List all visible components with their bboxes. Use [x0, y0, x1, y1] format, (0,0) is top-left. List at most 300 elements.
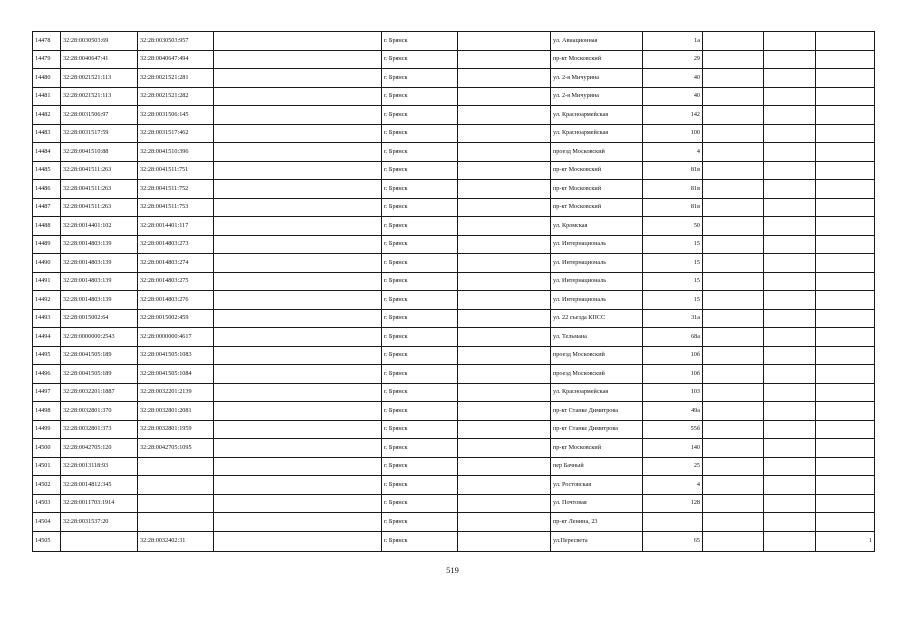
cell-cadastral-number: 32:28:0030503:957: [138, 32, 214, 51]
cell-extra: [816, 180, 875, 199]
cell-blank: [458, 106, 551, 125]
cell-blank: [214, 124, 382, 143]
cell-row-number: 14498: [33, 402, 61, 421]
cell-cadastral-quarter: 32:28:0042705:120: [61, 439, 138, 458]
cell-blank: [703, 439, 764, 458]
registry-table: [32, 31, 875, 552]
table-row: [33, 254, 875, 273]
cell-blank: [764, 50, 816, 69]
cell-blank: [458, 272, 551, 291]
cell-blank: [703, 50, 764, 69]
cell-blank: [764, 124, 816, 143]
cell-cadastral-number: 32:28:0041505:1084: [138, 365, 214, 384]
cell-city: г. Брянск: [382, 476, 458, 495]
table-row: [33, 180, 875, 199]
cell-blank: [703, 180, 764, 199]
cell-blank: [458, 531, 551, 551]
cell-blank: [458, 513, 551, 532]
cell-cadastral-quarter: 32:28:0041511:263: [61, 198, 138, 217]
cell-city: г. Брянск: [382, 365, 458, 384]
cell-extra: [816, 365, 875, 384]
cell-blank: [764, 513, 816, 532]
cell-blank: [458, 402, 551, 421]
table-row: [33, 235, 875, 254]
cell-street: пр-кт Ленина, 23: [551, 513, 643, 532]
table-row: [33, 420, 875, 439]
cell-blank: [703, 235, 764, 254]
cell-city: г. Брянск: [382, 106, 458, 125]
cell-city: г. Брянск: [382, 32, 458, 51]
cell-city: г. Брянск: [382, 161, 458, 180]
cell-street: ул. 22 съезда КПСС: [551, 309, 643, 328]
cell-cadastral-number: 32:28:0014803:276: [138, 291, 214, 310]
table-row: [33, 198, 875, 217]
cell-blank: [458, 124, 551, 143]
cell-extra: [816, 346, 875, 365]
cell-blank: [703, 272, 764, 291]
cell-extra: [816, 309, 875, 328]
cell-blank: [458, 328, 551, 347]
cell-cadastral-quarter: 32:28:0030503:69: [61, 32, 138, 51]
cell-blank: [458, 365, 551, 384]
cell-blank: [214, 198, 382, 217]
cell-blank: [214, 106, 382, 125]
cell-blank: [764, 291, 816, 310]
cell-house-number: 31а: [643, 309, 703, 328]
cell-street: проезд Московский: [551, 143, 643, 162]
cell-blank: [764, 309, 816, 328]
cell-blank: [214, 365, 382, 384]
cell-blank: [764, 531, 816, 551]
cell-house-number: 10б: [643, 346, 703, 365]
cell-cadastral-quarter: 32:28:0014803:139: [61, 254, 138, 273]
cell-row-number: 14478: [33, 32, 61, 51]
cell-blank: [458, 180, 551, 199]
cell-street: пр-кт Московский: [551, 50, 643, 69]
table-row: [33, 87, 875, 106]
cell-cadastral-quarter: 32:28:0032801:373: [61, 420, 138, 439]
cell-city: г. Брянск: [382, 180, 458, 199]
cell-house-number: 4: [643, 476, 703, 495]
cell-blank: [703, 106, 764, 125]
cell-blank: [214, 476, 382, 495]
cell-blank: [764, 383, 816, 402]
cell-extra: [816, 69, 875, 88]
cell-cadastral-quarter: 32:28:0032801:370: [61, 402, 138, 421]
page-number: 519: [446, 565, 459, 575]
cell-blank: [214, 161, 382, 180]
cell-cadastral-number: 32:28:0042705:1095: [138, 439, 214, 458]
cell-cadastral-number: 32:28:0032402:31: [138, 531, 214, 551]
cell-blank: [458, 69, 551, 88]
cell-row-number: 14502: [33, 476, 61, 495]
cell-row-number: 14499: [33, 420, 61, 439]
cell-house-number: 55б: [643, 420, 703, 439]
cell-blank: [764, 235, 816, 254]
cell-row-number: 14501: [33, 457, 61, 476]
cell-house-number: 142: [643, 106, 703, 125]
cell-blank: [764, 180, 816, 199]
table-row: [33, 291, 875, 310]
cell-street: пр-кт Московский: [551, 180, 643, 199]
cell-blank: [703, 365, 764, 384]
cell-house-number: 29: [643, 50, 703, 69]
cell-extra: [816, 420, 875, 439]
cell-extra: [816, 439, 875, 458]
cell-row-number: 14500: [33, 439, 61, 458]
cell-blank: [458, 420, 551, 439]
cell-city: г. Брянск: [382, 531, 458, 551]
cell-city: г. Брянск: [382, 291, 458, 310]
cell-street: ул. Интернациональ: [551, 235, 643, 254]
cell-cadastral-quarter: 32:28:0041511:263: [61, 180, 138, 199]
cell-row-number: 14483: [33, 124, 61, 143]
cell-cadastral-number: [138, 513, 214, 532]
cell-row-number: 14496: [33, 365, 61, 384]
cell-cadastral-number: 32:28:0032801:2081: [138, 402, 214, 421]
cell-blank: [214, 346, 382, 365]
cell-row-number: 14480: [33, 69, 61, 88]
cell-blank: [764, 69, 816, 88]
cell-row-number: 14497: [33, 383, 61, 402]
cell-street: ул. Кромская: [551, 217, 643, 236]
cell-cadastral-number: 32:28:0014803:275: [138, 272, 214, 291]
table-row: [33, 272, 875, 291]
cell-city: г. Брянск: [382, 513, 458, 532]
table-row: [33, 531, 875, 551]
cell-city: г. Брянск: [382, 87, 458, 106]
cell-house-number: 103: [643, 383, 703, 402]
cell-extra: [816, 476, 875, 495]
cell-street: ул. Интернациональ: [551, 254, 643, 273]
table-row: [33, 328, 875, 347]
cell-blank: [458, 161, 551, 180]
cell-row-number: 14505: [33, 531, 61, 551]
cell-street: ул. Интернациональ: [551, 272, 643, 291]
cell-city: г. Брянск: [382, 198, 458, 217]
cell-blank: [764, 328, 816, 347]
cell-extra: [816, 106, 875, 125]
cell-cadastral-quarter: 32:28:0041505:189: [61, 365, 138, 384]
cell-house-number: [643, 513, 703, 532]
table-row: [33, 217, 875, 236]
cell-blank: [458, 457, 551, 476]
cell-blank: [764, 198, 816, 217]
cell-blank: [458, 254, 551, 273]
cell-cadastral-number: 32:28:0041510:396: [138, 143, 214, 162]
cell-extra: [816, 254, 875, 273]
cell-blank: [703, 161, 764, 180]
cell-house-number: 81в: [643, 161, 703, 180]
cell-cadastral-quarter: 32:28:0014401:102: [61, 217, 138, 236]
cell-blank: [458, 235, 551, 254]
cell-street: ул. 2-я Мичурина: [551, 87, 643, 106]
cell-blank: [458, 291, 551, 310]
cell-blank: [214, 531, 382, 551]
cell-house-number: 100: [643, 124, 703, 143]
cell-blank: [703, 124, 764, 143]
cell-row-number: 14484: [33, 143, 61, 162]
cell-blank: [214, 272, 382, 291]
cell-cadastral-number: 32:28:0021521:282: [138, 87, 214, 106]
cell-cadastral-quarter: 32:28:0041505:189: [61, 346, 138, 365]
cell-cadastral-quarter: 32:28:0031517:59: [61, 124, 138, 143]
cell-cadastral-number: 32:28:0041505:1083: [138, 346, 214, 365]
cell-row-number: 14482: [33, 106, 61, 125]
cell-blank: [764, 476, 816, 495]
cell-blank: [458, 494, 551, 513]
cell-extra: [816, 32, 875, 51]
cell-city: г. Брянск: [382, 457, 458, 476]
cell-city: г. Брянск: [382, 254, 458, 273]
cell-row-number: 14491: [33, 272, 61, 291]
cell-cadastral-quarter: 32:28:0014803:139: [61, 235, 138, 254]
cell-cadastral-number: [138, 476, 214, 495]
cell-street: ул. Тельмана: [551, 328, 643, 347]
table-row: [33, 69, 875, 88]
cell-blank: [764, 494, 816, 513]
cell-blank: [214, 309, 382, 328]
cell-city: г. Брянск: [382, 402, 458, 421]
cell-blank: [214, 235, 382, 254]
cell-house-number: 128: [643, 494, 703, 513]
cell-cadastral-quarter: 32:28:0021521:113: [61, 69, 138, 88]
cell-city: г. Брянск: [382, 124, 458, 143]
cell-cadastral-number: 32:28:0032201:2139: [138, 383, 214, 402]
cell-city: г. Брянск: [382, 217, 458, 236]
cell-street: ул. Красноармейская: [551, 124, 643, 143]
cell-extra: [816, 198, 875, 217]
cell-row-number: 14493: [33, 309, 61, 328]
cell-street: пр-кт Московский: [551, 439, 643, 458]
cell-blank: [764, 346, 816, 365]
cell-house-number: 49а: [643, 402, 703, 421]
cell-row-number: 14490: [33, 254, 61, 273]
cell-row-number: 14488: [33, 217, 61, 236]
cell-cadastral-number: [138, 494, 214, 513]
cell-city: г. Брянск: [382, 69, 458, 88]
cell-city: г. Брянск: [382, 50, 458, 69]
cell-street: пр-кт Станке Димитрова: [551, 402, 643, 421]
cell-blank: [458, 309, 551, 328]
cell-house-number: 65: [643, 531, 703, 551]
cell-blank: [458, 439, 551, 458]
cell-cadastral-quarter: [61, 531, 138, 551]
cell-extra: [816, 235, 875, 254]
cell-street: пр-кт Станке Димитрова: [551, 420, 643, 439]
cell-blank: [703, 309, 764, 328]
cell-blank: [764, 457, 816, 476]
cell-cadastral-quarter: 32:28:0040647:41: [61, 50, 138, 69]
cell-blank: [458, 50, 551, 69]
table-row: [33, 383, 875, 402]
cell-blank: [214, 217, 382, 236]
cell-blank: [703, 198, 764, 217]
cell-extra: [816, 143, 875, 162]
table-row: [33, 143, 875, 162]
cell-extra: [816, 513, 875, 532]
cell-street: ул. Интернациональ: [551, 291, 643, 310]
cell-row-number: 14504: [33, 513, 61, 532]
cell-row-number: 14487: [33, 198, 61, 217]
cell-blank: [764, 32, 816, 51]
cell-house-number: 40: [643, 69, 703, 88]
cell-blank: [703, 402, 764, 421]
cell-extra: [816, 402, 875, 421]
cell-cadastral-quarter: 32:28:0014803:139: [61, 272, 138, 291]
cell-city: г. Брянск: [382, 494, 458, 513]
cell-city: г. Брянск: [382, 346, 458, 365]
cell-house-number: 15: [643, 272, 703, 291]
cell-cadastral-quarter: 32:28:0014812:345: [61, 476, 138, 495]
cell-street: проезд Московский: [551, 365, 643, 384]
cell-cadastral-number: 32:28:0021521:281: [138, 69, 214, 88]
cell-extra: [816, 272, 875, 291]
cell-row-number: 14503: [33, 494, 61, 513]
cell-blank: [458, 217, 551, 236]
cell-city: г. Брянск: [382, 235, 458, 254]
cell-blank: [703, 217, 764, 236]
cell-blank: [764, 420, 816, 439]
table-row: [33, 476, 875, 495]
cell-cadastral-quarter: 32:28:0032201:1887: [61, 383, 138, 402]
cell-blank: [458, 87, 551, 106]
cell-house-number: 68а: [643, 328, 703, 347]
cell-city: г. Брянск: [382, 328, 458, 347]
cell-house-number: 4: [643, 143, 703, 162]
cell-cadastral-quarter: 32:28:0031506:97: [61, 106, 138, 125]
cell-street: ул. Красноармейская: [551, 106, 643, 125]
cell-city: г. Брянск: [382, 309, 458, 328]
cell-blank: [703, 494, 764, 513]
cell-city: г. Брянск: [382, 420, 458, 439]
cell-row-number: 14479: [33, 50, 61, 69]
cell-cadastral-number: 32:28:0000000:4617: [138, 328, 214, 347]
cell-blank: [214, 87, 382, 106]
cell-blank: [458, 383, 551, 402]
cell-cadastral-quarter: 32:28:0013118:93: [61, 457, 138, 476]
table-row: [33, 124, 875, 143]
cell-blank: [458, 32, 551, 51]
cell-cadastral-number: 32:28:0014803:274: [138, 254, 214, 273]
cell-blank: [458, 143, 551, 162]
cell-blank: [764, 217, 816, 236]
cell-cadastral-number: 32:28:0041511:753: [138, 198, 214, 217]
cell-house-number: 81в: [643, 198, 703, 217]
cell-extra: [816, 457, 875, 476]
cell-blank: [703, 32, 764, 51]
cell-street: пр-кт Московский: [551, 161, 643, 180]
cell-blank: [214, 420, 382, 439]
cell-row-number: 14492: [33, 291, 61, 310]
table-row: [33, 161, 875, 180]
cell-house-number: 15: [643, 254, 703, 273]
cell-blank: [214, 50, 382, 69]
cell-city: г. Брянск: [382, 383, 458, 402]
cell-house-number: 81в: [643, 180, 703, 199]
cell-row-number: 14494: [33, 328, 61, 347]
cell-blank: [703, 513, 764, 532]
cell-cadastral-quarter: 32:28:0021521:113: [61, 87, 138, 106]
cell-cadastral-number: 32:28:0040647:494: [138, 50, 214, 69]
cell-cadastral-number: 32:28:0014803:273: [138, 235, 214, 254]
table-row: [33, 439, 875, 458]
cell-street: пр-кт Московский: [551, 198, 643, 217]
cell-blank: [703, 420, 764, 439]
cell-blank: [214, 180, 382, 199]
cell-row-number: 14481: [33, 87, 61, 106]
table-row: [33, 346, 875, 365]
table-row: [33, 402, 875, 421]
cell-cadastral-quarter: 32:28:0011703:1914: [61, 494, 138, 513]
table-row: [33, 365, 875, 384]
cell-blank: [214, 32, 382, 51]
cell-row-number: 14495: [33, 346, 61, 365]
table-row: [33, 106, 875, 125]
cell-cadastral-number: 32:28:0031517:462: [138, 124, 214, 143]
cell-street: ул. 2-я Мичурина: [551, 69, 643, 88]
table-row: [33, 32, 875, 51]
cell-street: пер Бачный: [551, 457, 643, 476]
cell-cadastral-number: 32:28:0031506:145: [138, 106, 214, 125]
cell-city: г. Брянск: [382, 272, 458, 291]
cell-blank: [703, 383, 764, 402]
cell-house-number: 10б: [643, 365, 703, 384]
cell-extra: [816, 383, 875, 402]
cell-blank: [703, 476, 764, 495]
cell-cadastral-quarter: 32:28:0015002:64: [61, 309, 138, 328]
cell-street: проезд Московский: [551, 346, 643, 365]
cell-blank: [703, 254, 764, 273]
cell-blank: [214, 383, 382, 402]
cell-extra: 1: [816, 531, 875, 551]
table-row: [33, 494, 875, 513]
cell-blank: [703, 531, 764, 551]
cell-row-number: 14485: [33, 161, 61, 180]
cell-cadastral-quarter: 32:28:0031537:20: [61, 513, 138, 532]
cell-extra: [816, 50, 875, 69]
cell-house-number: 15: [643, 291, 703, 310]
cell-blank: [703, 143, 764, 162]
cell-row-number: 14486: [33, 180, 61, 199]
cell-blank: [214, 402, 382, 421]
cell-street: ул. Красноармейская: [551, 383, 643, 402]
cell-blank: [214, 328, 382, 347]
cell-blank: [458, 346, 551, 365]
cell-city: г. Брянск: [382, 143, 458, 162]
cell-cadastral-number: 32:28:0032801:1959: [138, 420, 214, 439]
cell-street: ул. Авиационная: [551, 32, 643, 51]
cell-blank: [703, 69, 764, 88]
cell-house-number: 25: [643, 457, 703, 476]
cell-blank: [214, 439, 382, 458]
cell-blank: [458, 476, 551, 495]
cell-blank: [214, 457, 382, 476]
cell-row-number: 14489: [33, 235, 61, 254]
table-row: [33, 457, 875, 476]
table-row: [33, 50, 875, 69]
cell-cadastral-number: 32:28:0014401:117: [138, 217, 214, 236]
cell-cadastral-number: 32:28:0041511:752: [138, 180, 214, 199]
cell-blank: [214, 291, 382, 310]
cell-blank: [764, 106, 816, 125]
cell-cadastral-quarter: 32:28:0014803:139: [61, 291, 138, 310]
cell-cadastral-quarter: 32:28:0000000:2543: [61, 328, 138, 347]
cell-house-number: 15: [643, 235, 703, 254]
cell-extra: [816, 217, 875, 236]
cell-extra: [816, 87, 875, 106]
cell-street: ул. Почтовая: [551, 494, 643, 513]
